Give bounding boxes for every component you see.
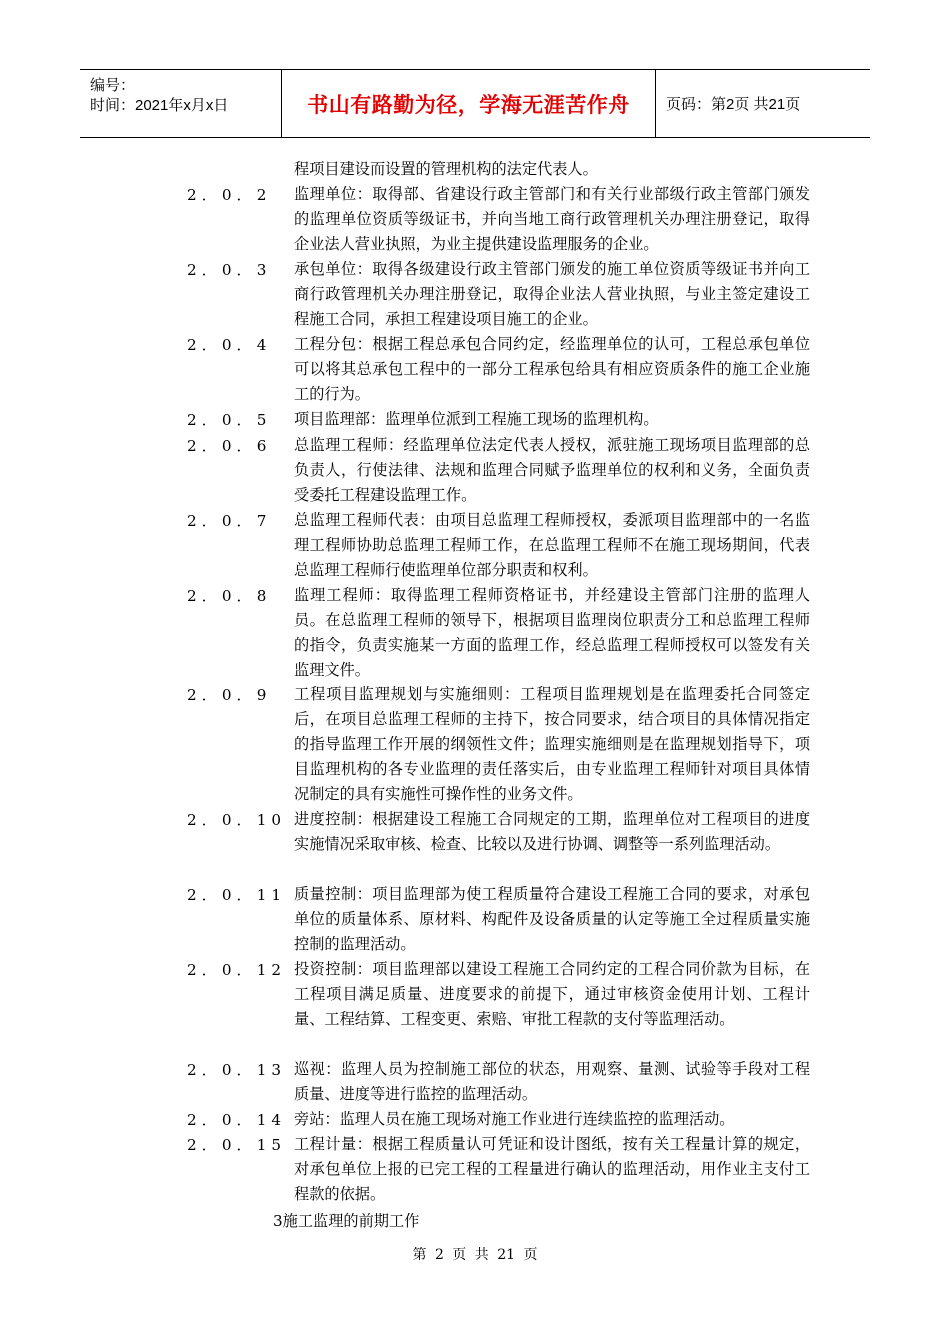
clause-text: 监理工程师：取得监理工程师资格证书，并经建设主管部门注册的监理人员。在总监理工程师的领导下，根据项目监理岗位职责分工和总监理工程师的指令，负责实施某一方面的监理工作，经总监理工程师授权可以签发有关监理文件。: [294, 586, 810, 680]
clause-text: 工程项目监理规划与实施细则：工程项目监理规划是在监理委托合同签定后，在项目总监理工程师的主持下，按合同要求，结合项目的具体情况指定的指导监理工作开展的纲领性文件；监理实施细则是在监理规划指导下，项目监理机构的各专业监理的责任落实后，由专业监理工程师针对项目具体情况制定的具有实施性可操作性的业务文件。: [294, 685, 810, 804]
clause-text: 质量控制：项目监理部为使工程质量符合建设工程施工合同的要求，对承包单位的质量体系、原材料、构配件及设备质量的认定等施工全过程质量实施控制的监理活动。: [294, 885, 810, 954]
header-motto: 书山有路勤为径，学海无涯苦作舟: [307, 92, 630, 117]
header-page-cell: [656, 70, 870, 137]
clause-number: 2．0．13: [187, 1061, 287, 1079]
clause-text: 巡视：监理人员为控制施工部位的状态，用观察、量测、试验等手段对工程质量、进度等进行监控的监理活动。: [294, 1060, 810, 1104]
clause-text: 承包单位：取得各级建设行政主管部门颁发的施工单位资质等级证书并向工商行政管理机关办理注册登记，取得企业法人营业执照，与业主签定建设工程施工合同，承担工程建设项目施工的企业。: [294, 260, 810, 329]
clause-text: 项目监理部：监理单位派到工程施工现场的监理机构。: [294, 410, 659, 428]
clause-number: 2．0．15: [187, 1136, 287, 1154]
clause-number: 2．0．6: [187, 437, 272, 455]
clause-text: 总监理工程师：经监理单位法定代表人授权，派驻施工现场项目监理部的总负责人，行使法律、法规和监理合同赋予监理单位的权利和义务，全面负责受委托工程建设监理工作。: [294, 436, 810, 505]
header-motto-cell: [282, 70, 656, 137]
clause-text: 监理单位：取得部、省建设行政主管部门和有关行业部级行政主管部门颁发的监理单位资质等级证书，并向当地工商行政管理机关办理注册登记，取得企业法人营业执照，为业主提供建设监理服务的企业。: [294, 185, 810, 254]
clause-number: 2．0．9: [187, 686, 272, 704]
page-header: [80, 69, 870, 138]
clause-text: 总监理工程师代表：由项目总监理工程师授权，委派项目监理部中的一名监理工程师协助总监理工程师工作，在总监理工程师不在施工现场期间，代表总监理工程师行使监理单位部分职责和权利。: [294, 511, 810, 580]
clause-number: 2．0．8: [187, 587, 272, 605]
clause-text: 工程计量：根据工程质量认可凭证和设计图纸，按有关工程量计算的规定，对承包单位上报的已完工程的工程量进行确认的监理活动，用作业主支付工程款的依据。: [294, 1135, 810, 1204]
section-heading: 3施工监理的前期工作: [273, 1212, 420, 1230]
clause-number: 2．0．7: [187, 512, 272, 530]
clause-text: 进度控制：根据建设工程施工合同规定的工期，监理单位对工程项目的进度实施情况采取审核、检查、比较以及进行协调、调整等一系列监理活动。: [294, 810, 810, 854]
clause-number: 2．0．14: [187, 1111, 287, 1129]
clause-number: 2．0．4: [187, 336, 272, 354]
clause-text: 旁站：监理人员在施工现场对施工作业进行连续监控的监理活动。: [294, 1110, 735, 1128]
clause-text: 投资控制：项目监理部以建设工程施工合同约定的工程合同价款为目标，在工程项目满足质量、进度要求的前提下，通过审核资金使用计划、工程计量、工程结算、工程变更、索赔、审批工程款的支付等监理活动。: [294, 960, 810, 1029]
header-left-cell: [80, 70, 282, 137]
clause-text: 工程分包：根据工程总承包合同约定，经监理单位的认可，工程总承包单位可以将其总承包工程中的一部分工程承包给具有相应资质条件的施工企业施工的行为。: [294, 335, 810, 404]
continuation-paragraph: 程项目建设而设置的管理机构的法定代表人。: [294, 160, 598, 178]
clause-number: 2．0．3: [187, 261, 272, 279]
document-time-label: 时间：2021年x月x日: [90, 97, 229, 114]
header-page-info: 页码：第2页 共21页: [666, 96, 801, 113]
document-number-label: 编号：: [90, 77, 136, 94]
clause-number: 2．0．10: [187, 811, 287, 829]
clause-number: 2．0．12: [187, 961, 287, 979]
clause-number: 2．0．11: [187, 886, 287, 904]
page-footer: 第 2 页 共 21 页: [412, 1247, 538, 1263]
clause-number: 2．0．5: [187, 411, 272, 429]
clause-number: 2．0．2: [187, 186, 272, 204]
